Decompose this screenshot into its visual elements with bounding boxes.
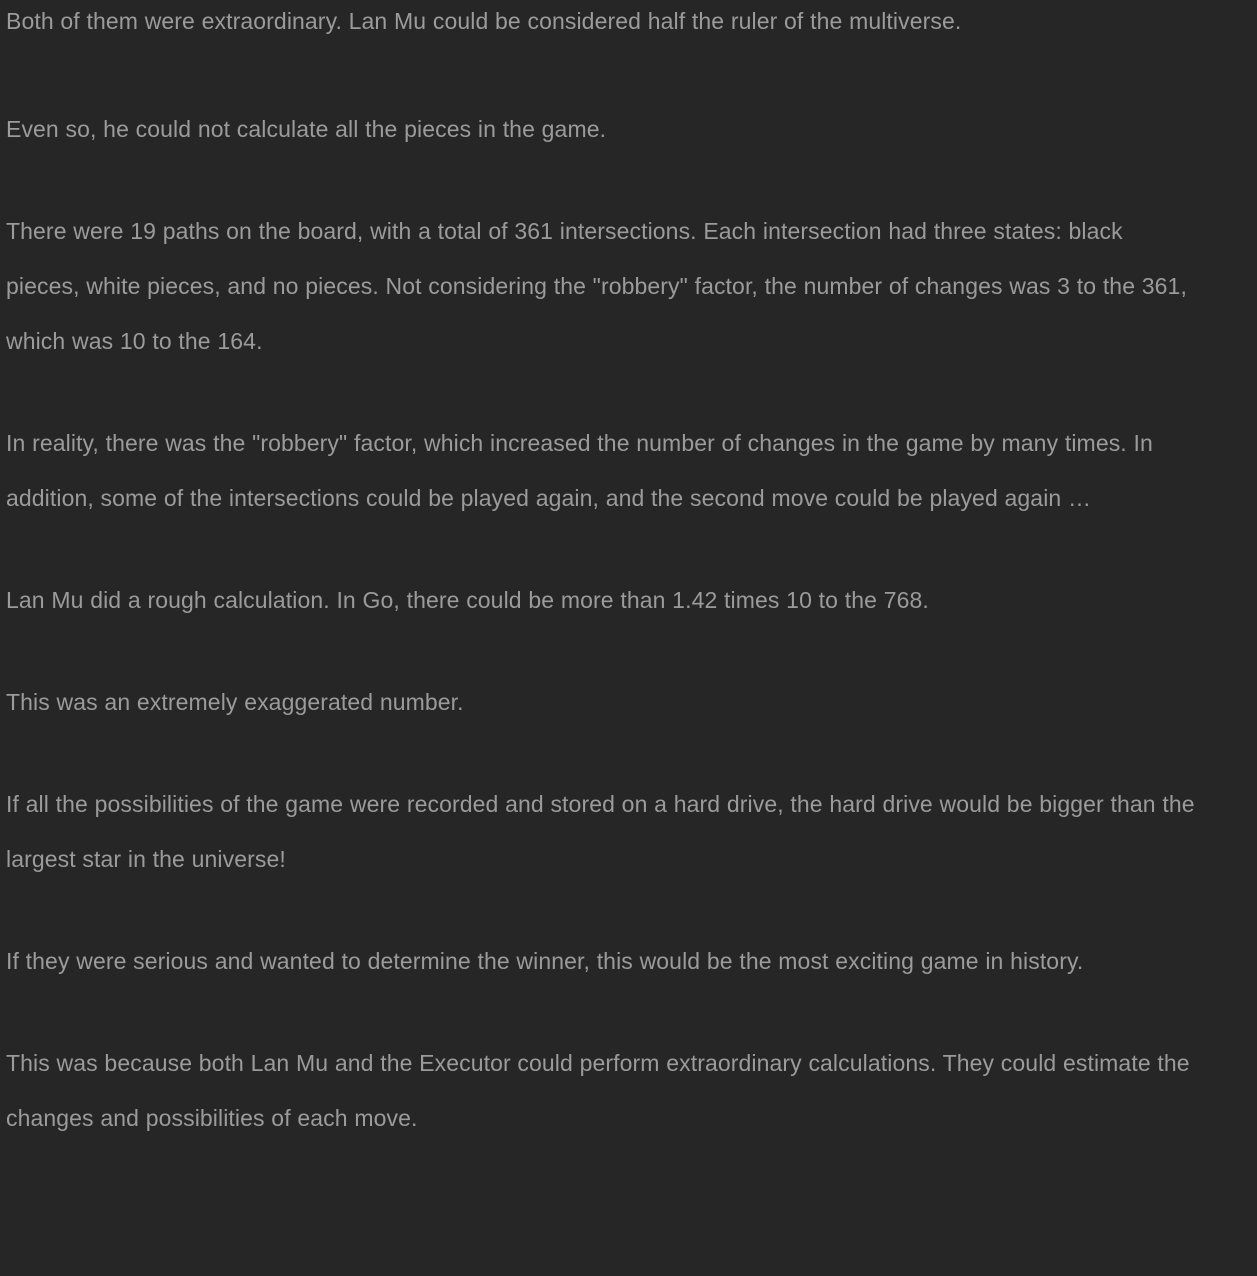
paragraph: In reality, there was the "robbery" factor, which increased the number of changes in the game by many times. In addition, some of the intersections could be played again, and the second move could be played again … (6, 430, 1153, 511)
paragraph: Lan Mu did a rough calculation. In Go, there could be more than 1.42 times 10 to the 768. (6, 587, 929, 613)
paragraph: This was an extremely exaggerated number. (6, 689, 464, 715)
paragraph: If they were serious and wanted to determine the winner, this would be the most exciting game in history. (6, 948, 1084, 974)
paragraph: If all the possibilities of the game were recorded and stored on a hard drive, the hard drive would be bigger than the largest star in the universe! (6, 791, 1195, 872)
paragraph: This was because both Lan Mu and the Executor could perform extraordinary calculations. They could estimate the changes and possibilities of each move. (6, 1050, 1190, 1131)
paragraph: Both of them were extraordinary. Lan Mu could be considered half the ruler of the multiverse. (6, 8, 962, 34)
paragraph: There were 19 paths on the board, with a total of 361 intersections. Each intersection had three states: black pieces, white pieces, and no pieces. Not considering the "robbery" factor, the number of changes was 3 to the 361, which was 10 to the 164. (6, 218, 1187, 354)
paragraph: Even so, he could not calculate all the pieces in the game. (6, 116, 607, 142)
